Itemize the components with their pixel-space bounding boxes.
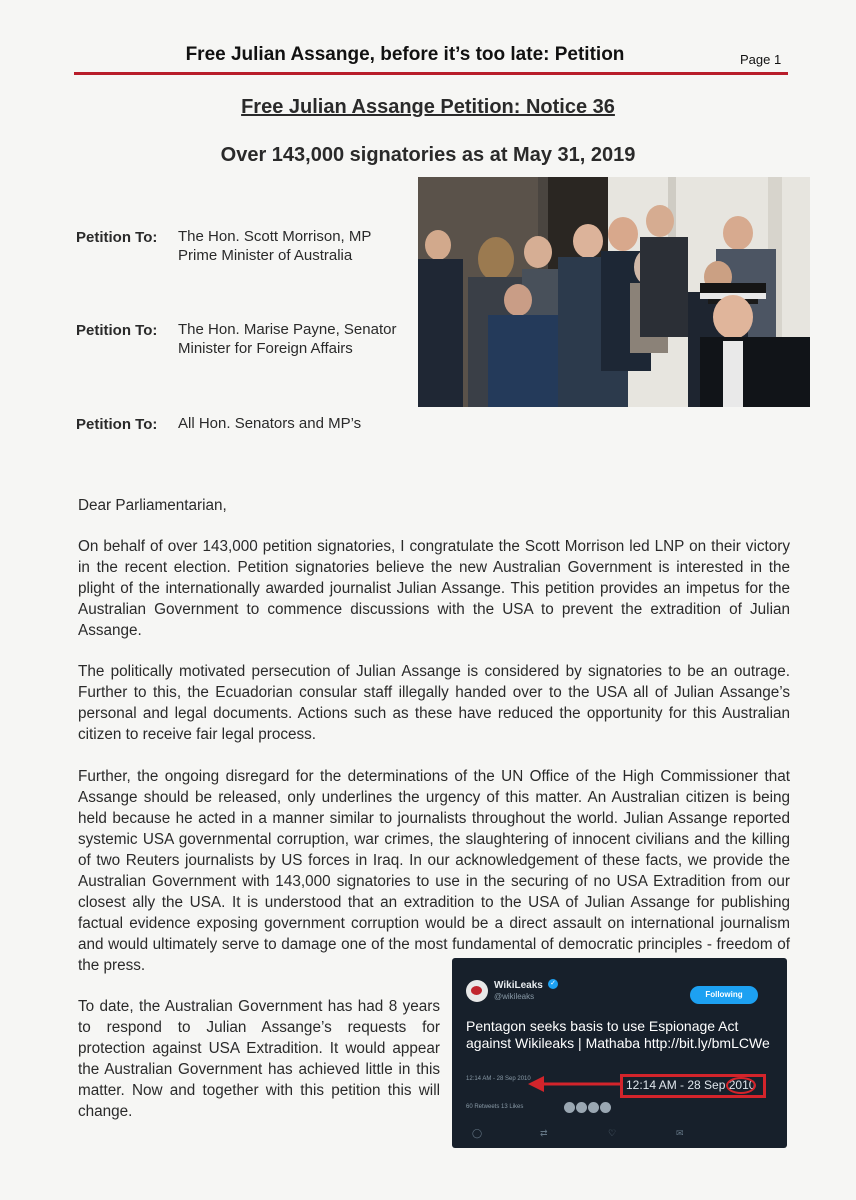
petition-label-2: Petition To:	[76, 322, 158, 339]
photo-illustration	[418, 177, 810, 407]
recipient-role: Minister for Foreign Affairs	[178, 340, 353, 357]
recipient-name: The Hon. Scott Morrison, MP	[178, 228, 372, 245]
notice-title: Free Julian Assange Petition: Notice 36	[241, 96, 615, 118]
petition-recipient-2	[178, 320, 396, 358]
signatories-heading: Over 143,000 signatories as at May 31, 2019	[220, 144, 636, 166]
petition-label-1: Petition To:	[76, 229, 158, 246]
tweet-small-timestamp: 12:14 AM - 28 Sep 2010	[466, 1076, 531, 1082]
tweet-handle: @wikileaks	[494, 992, 535, 1001]
petition-recipient-1	[178, 227, 371, 265]
tweet-author: WikiLeaks	[494, 980, 543, 991]
page-number: Page 1	[740, 52, 782, 67]
paragraph-1: On behalf of over 143,000 petition signatories, I congratulate the Scott Morrison led LNP on their victory in the recent election. Petition signatories believe the new Australian Government is interested in the plight of the internationally awarded journalist Julian Assange. This petition provides an impetus for the Australian Government to commence discussions with the USA to prevent the extradition of Julian Assange.	[78, 538, 790, 639]
header-title: Free Julian Assange, before it’s too late: Petition	[185, 44, 625, 65]
tweet-date: 12:14 AM - 28 Sep 2010	[626, 1078, 756, 1092]
recipient-name: The Hon. Marise Payne, Senator	[178, 321, 397, 338]
retweet-icon: ⇄	[540, 1128, 548, 1138]
paragraph-3: Further, the ongoing disregard for the determinations of the UN Office of the High Commissioner that Assange should be released, only underlines the urgency of this matter. An Australian citizen is being held because he acted in a manner similar to journalists throughout the world. Julian Assange reported systemic USA governmental corruption, war crimes, the slaughtering of innocent civilians and the killing of two Reuters journalists by US forces in Iraq. In our acknowledgement of these facts, we provide the Australian Government with 143,000 signatories to use in the securing of no USA Extradition from our closest ally the USA. It is understood that an extradition to the USA of Julian Assange for publishing factual evidence exposing government corruption would be a direct assault on international journalism and would ultimately serve to damage one of the most fundamental of democratic principles - freedom of the press.	[78, 768, 790, 974]
paragraph-4: To date, the Australian Government has had 8 years to respond to Julian Assange’s requests for protection against USA Extradition. It would appear the Australian Government has achieved little in this matter. Now and together with this petition this will change.	[78, 998, 440, 1120]
liker-avatars	[564, 1100, 612, 1118]
verified-icon: ✓	[548, 979, 558, 989]
recipient-name: All Hon. Senators and MP’s	[178, 415, 362, 432]
recipient-role: Prime Minister of Australia	[178, 247, 353, 264]
tweet-actions	[472, 1128, 762, 1139]
avatar	[588, 1102, 599, 1113]
like-icon: ♡	[608, 1128, 617, 1138]
tweet-stats: 60 Retweets 13 Likes	[466, 1104, 524, 1110]
tweet-text: Pentagon seeks basis to use Espionage Act against Wikileaks | Mathaba http://bit.ly/bmLCWe	[466, 1018, 770, 1051]
following-button: Following	[690, 986, 758, 1004]
salutation: Dear Parliamentarian,	[78, 497, 227, 514]
petition-recipient-3	[178, 414, 361, 433]
reply-icon: ◯	[472, 1128, 483, 1138]
paragraph-2: The politically motivated persecution of Julian Assange is considered by signatories to be an outrage. Further to this, the Ecuadorian consular staff illegally handed over to the USA all of Julian Assange’s personal and legal documents. Actions such as these have reduced the opportunity for this Australian citizen to receive fair legal process.	[78, 663, 790, 743]
message-icon: ✉	[676, 1128, 684, 1138]
tweet-screenshot	[452, 958, 787, 1148]
avatar	[576, 1102, 587, 1113]
year-highlight-circle	[726, 1077, 756, 1094]
petition-label-3: Petition To:	[76, 416, 158, 433]
avatar	[600, 1102, 611, 1113]
highlight-arrow-icon	[452, 958, 787, 1148]
arrest-photo	[418, 177, 810, 407]
header-divider	[74, 72, 788, 75]
avatar	[564, 1102, 575, 1113]
